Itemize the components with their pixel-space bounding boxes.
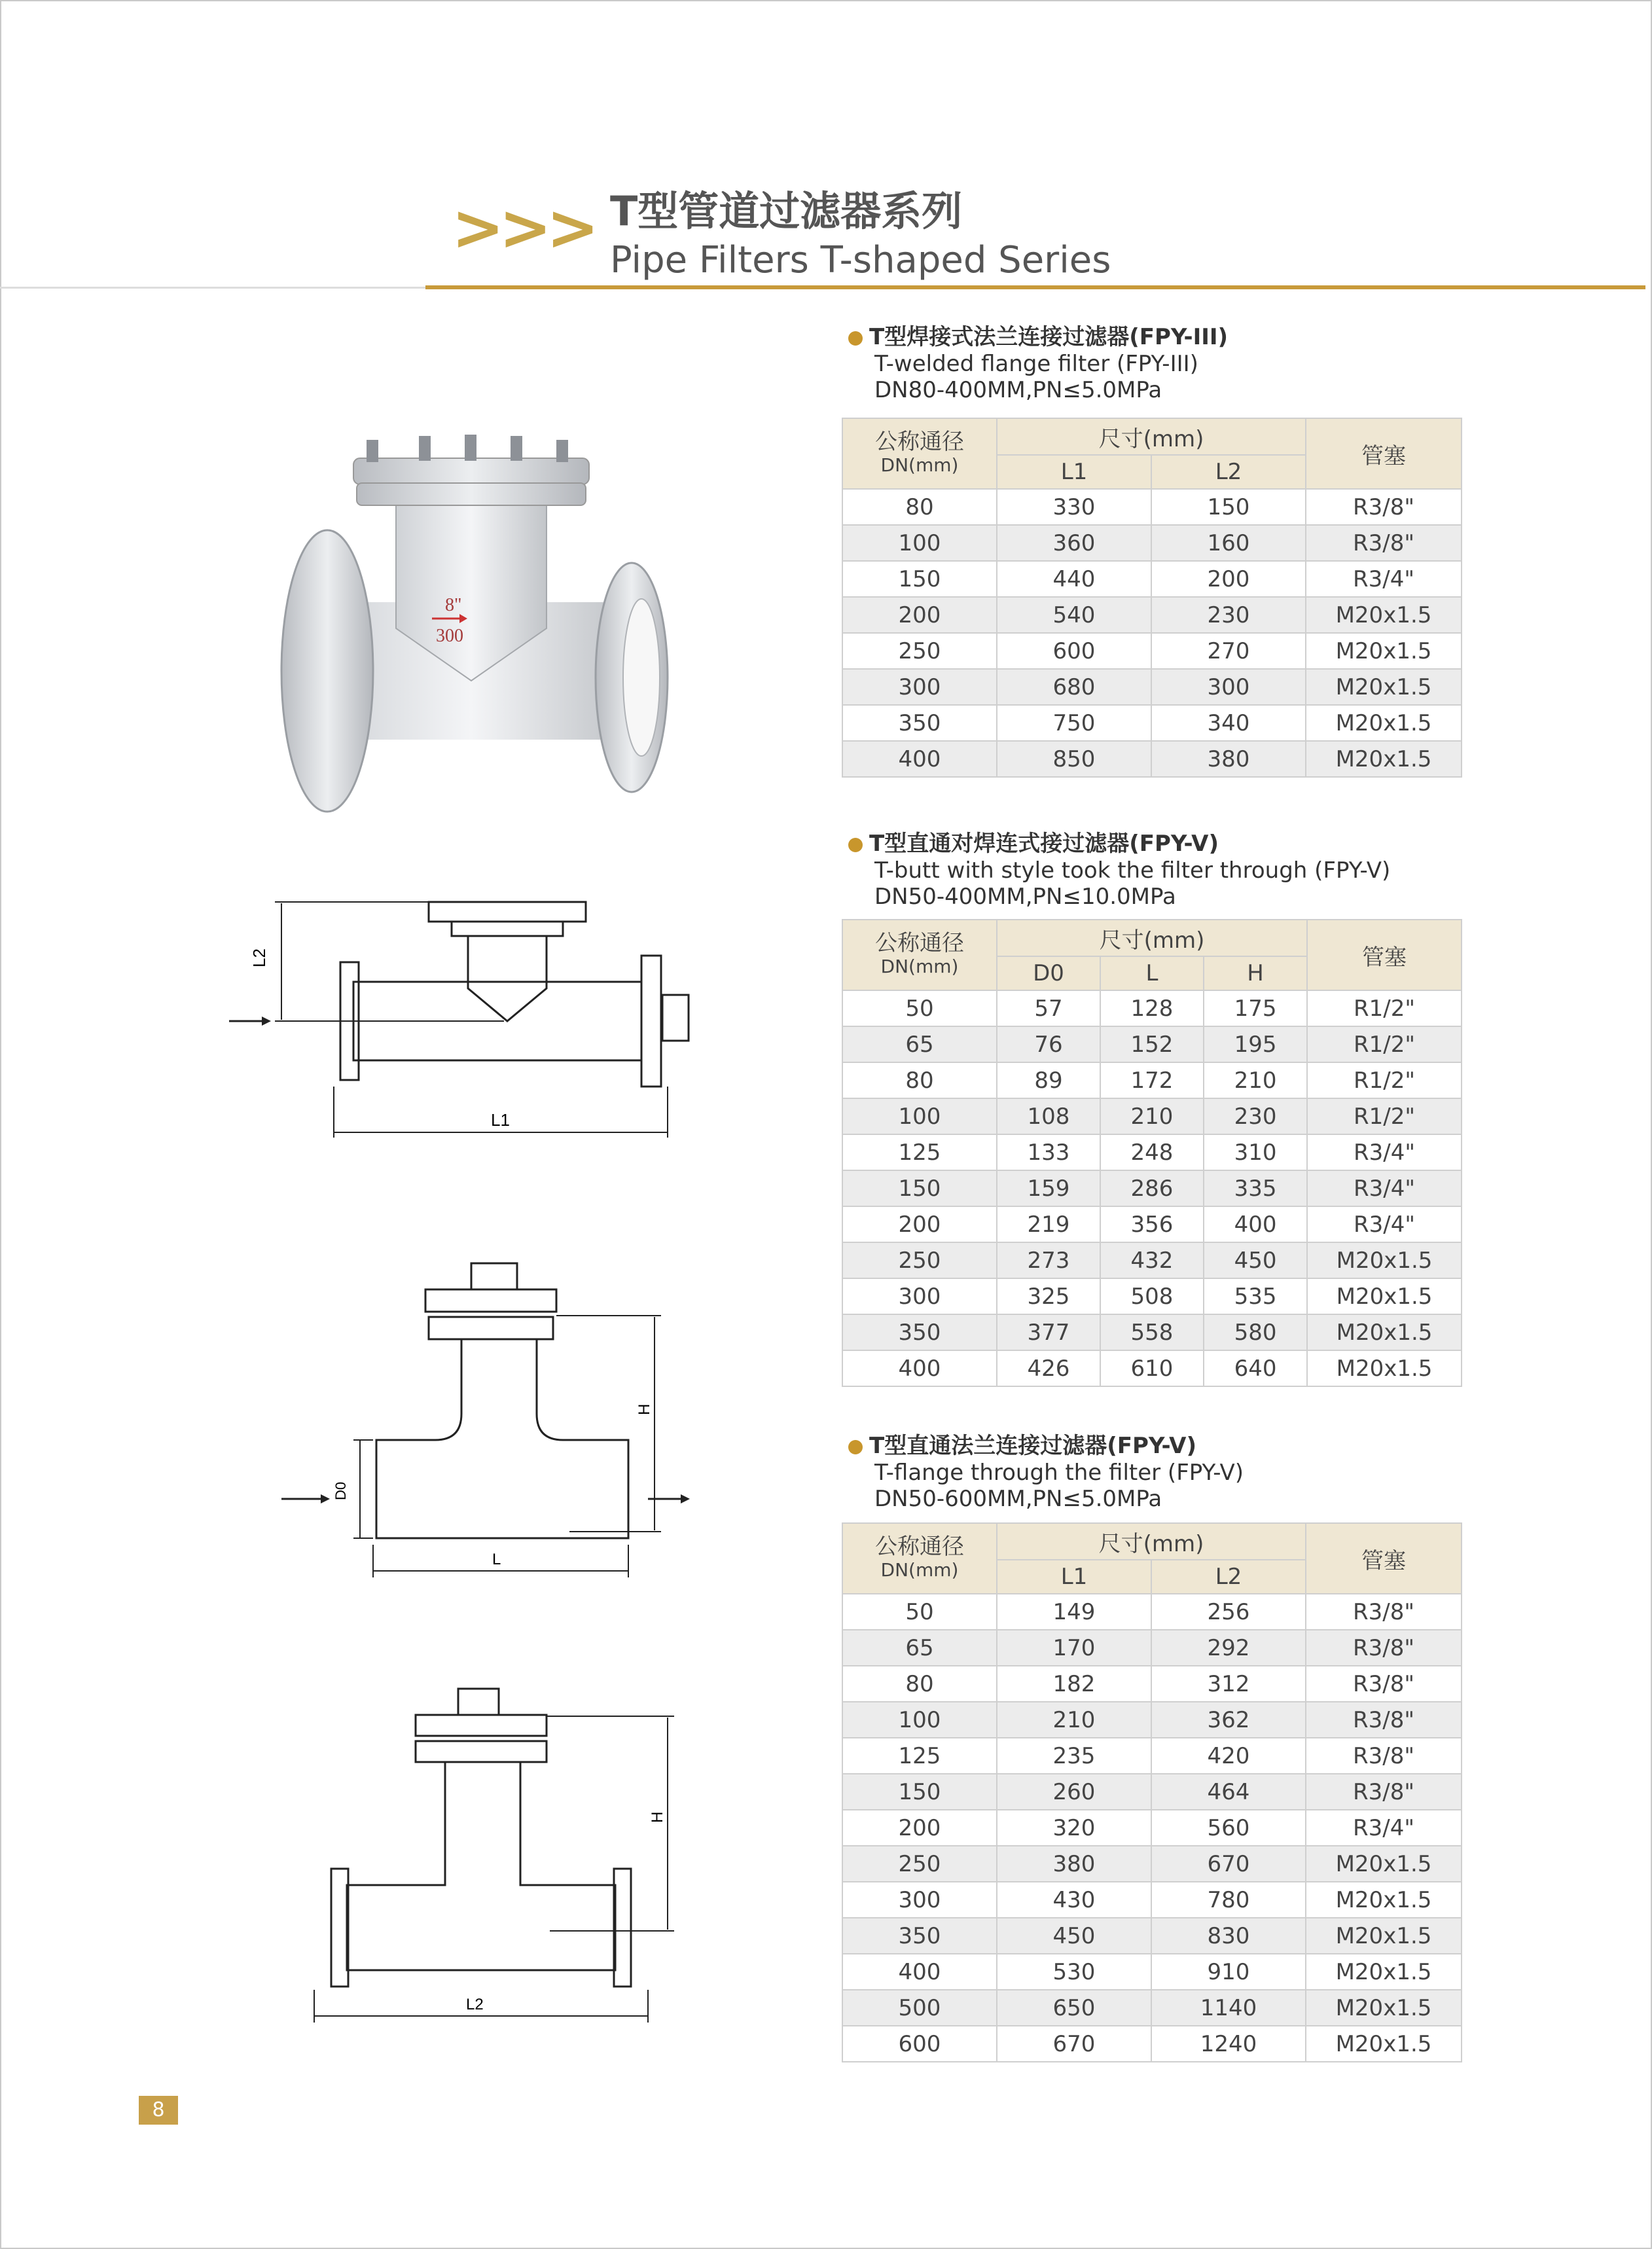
table-row	[842, 1242, 1462, 1278]
table-cell: 680	[997, 669, 1151, 705]
table-cell: 125	[842, 1134, 997, 1170]
table-cell: 149	[997, 1594, 1151, 1630]
col-header-l2: L2	[1151, 1560, 1306, 1594]
drawing-butt-weld	[262, 1244, 720, 1597]
table-row	[842, 1062, 1462, 1098]
section2-title-en: T-butt with style took the filter through (FPY-V)	[874, 857, 1391, 884]
col-header-dn: 公称通径 DN(mm)	[842, 1523, 997, 1594]
table-cell: 1240	[1151, 2026, 1306, 2062]
table-cell: 464	[1151, 1774, 1306, 1810]
table-row	[842, 2026, 1462, 2062]
d2-label-l: L	[492, 1551, 501, 1568]
table-cell: R3/8"	[1306, 1774, 1462, 1810]
col-header-l1: L1	[997, 455, 1151, 489]
table-row	[842, 1918, 1462, 1954]
bullet-dot-icon	[848, 838, 863, 852]
table-cell: 100	[842, 1702, 997, 1738]
table-cell: 530	[997, 1954, 1151, 1990]
section3-title-cn: T型直通法兰连接过滤器(FPY-V)	[848, 1432, 1647, 1460]
table-cell: 558	[1100, 1314, 1204, 1350]
right-bore	[623, 599, 660, 756]
d2-cover-flange	[429, 1317, 553, 1339]
table-cell: 89	[997, 1062, 1100, 1098]
page-number: 8	[139, 2096, 178, 2125]
table-cell: 850	[997, 741, 1151, 777]
drawing-fpy-iii	[216, 890, 740, 1145]
table-cell: 286	[1100, 1170, 1204, 1206]
col-header-plug: 管塞	[1306, 1523, 1462, 1594]
table-cell: R1/2"	[1307, 1098, 1462, 1134]
table-cell: M20x1.5	[1306, 1846, 1462, 1882]
section3-title-en: T-flange through the filter (FPY-V)	[874, 1460, 1244, 1486]
table-cell: 300	[842, 669, 997, 705]
d3-dim-h	[547, 1716, 674, 1931]
table-cell: 210	[1204, 1062, 1307, 1098]
header-divider-gray	[0, 287, 425, 289]
d3-tee-body	[347, 1762, 615, 1970]
d1-label-l1: L1	[491, 1110, 510, 1130]
table-row	[842, 741, 1462, 777]
table-cell: M20x1.5	[1306, 1882, 1462, 1918]
table-cell: 172	[1100, 1062, 1204, 1098]
table-cell: M20x1.5	[1306, 1918, 1462, 1954]
table-cell: 450	[997, 1918, 1151, 1954]
table-cell: 210	[997, 1702, 1151, 1738]
table-cell: 80	[842, 1666, 997, 1702]
col-header-dn: 公称通径 DN(mm)	[842, 418, 997, 489]
table-cell: 750	[997, 705, 1151, 741]
section2-table	[842, 919, 1462, 1387]
table-row	[842, 1666, 1462, 1702]
table-cell: 670	[997, 2026, 1151, 2062]
table-row	[842, 1882, 1462, 1918]
table-cell: 182	[997, 1666, 1151, 1702]
table-cell: M20x1.5	[1306, 633, 1462, 669]
table-cell: M20x1.5	[1306, 1954, 1462, 1990]
header-divider-gold	[425, 285, 1645, 289]
table-cell: R3/8"	[1306, 1702, 1462, 1738]
table-cell: 108	[997, 1098, 1100, 1134]
table-cell: M20x1.5	[1307, 1350, 1462, 1386]
table-cell: 910	[1151, 1954, 1306, 1990]
table-cell: 57	[997, 990, 1100, 1026]
section2-title-cn: T型直通对焊连式接过滤器(FPY-V)	[848, 830, 1647, 857]
table-cell: 270	[1151, 633, 1306, 669]
table-cell: 508	[1100, 1278, 1204, 1314]
d2-bolt-head	[471, 1263, 517, 1289]
table-row	[842, 1098, 1462, 1134]
table-row	[842, 597, 1462, 633]
table-row	[842, 1350, 1462, 1386]
table-cell: 200	[842, 1206, 997, 1242]
table-cell: 65	[842, 1630, 997, 1666]
d2-dim-h	[556, 1316, 661, 1532]
d3-cover-flange	[416, 1741, 547, 1762]
table-cell: 560	[1151, 1810, 1306, 1846]
table-cell: 76	[997, 1026, 1100, 1062]
table-row	[842, 1954, 1462, 1990]
table-cell: 128	[1100, 990, 1204, 1026]
table-cell: 150	[842, 1170, 997, 1206]
table-cell: 400	[842, 1350, 997, 1386]
col-header-plug: 管塞	[1307, 920, 1462, 990]
table-cell: R3/8"	[1306, 489, 1462, 525]
d1-plug	[662, 995, 689, 1041]
table-cell: 200	[1151, 561, 1306, 597]
table-cell: 300	[842, 1882, 997, 1918]
table-cell: 780	[1151, 1882, 1306, 1918]
table-cell: 340	[1151, 705, 1306, 741]
col-header-l2: L2	[1151, 455, 1306, 489]
d2-arrowhead-out-icon	[681, 1494, 690, 1503]
table-cell: 670	[1151, 1846, 1306, 1882]
table-cell: R3/4"	[1306, 561, 1462, 597]
section3-header	[848, 1432, 1647, 1512]
d1-cover	[429, 902, 586, 922]
table-cell: R1/2"	[1307, 1026, 1462, 1062]
table-cell: 100	[842, 525, 997, 561]
cover-flange-bottom	[357, 483, 586, 505]
table-row	[842, 525, 1462, 561]
table-row	[842, 1702, 1462, 1738]
table-row	[842, 1594, 1462, 1630]
table-cell: 159	[997, 1170, 1100, 1206]
table-cell: 230	[1151, 597, 1306, 633]
table-cell: 325	[997, 1278, 1100, 1314]
table-cell: 500	[842, 1990, 997, 2026]
table-cell: 535	[1204, 1278, 1307, 1314]
table-cell: 432	[1100, 1242, 1204, 1278]
table-cell: 362	[1151, 1702, 1306, 1738]
d3-right-flange	[614, 1869, 631, 1987]
table-cell: 350	[842, 1314, 997, 1350]
section1-table	[842, 418, 1462, 778]
table-cell: 450	[1204, 1242, 1307, 1278]
col-header-dn: 公称通径 DN(mm)	[842, 920, 997, 990]
table-cell: 360	[997, 525, 1151, 561]
table-row	[842, 1774, 1462, 1810]
table-cell: 152	[1100, 1026, 1204, 1062]
table-row	[842, 633, 1462, 669]
table-cell: 400	[842, 741, 997, 777]
table-cell: 248	[1100, 1134, 1204, 1170]
table-row	[842, 705, 1462, 741]
table-cell: R1/2"	[1307, 990, 1462, 1026]
table-cell: 350	[842, 1918, 997, 1954]
d2-label-d0: D0	[332, 1481, 349, 1500]
table-cell: 300	[1151, 669, 1306, 705]
d1-cover-flange	[452, 922, 563, 936]
bullet-dot-icon	[848, 1440, 863, 1454]
table-row	[842, 1990, 1462, 2026]
table-cell: 170	[997, 1630, 1151, 1666]
section1-spec: DN80-400MM,PN≤5.0MPa	[874, 377, 1162, 403]
table-row	[842, 1278, 1462, 1314]
table-cell: R3/8"	[1306, 1738, 1462, 1774]
d1-right-flange	[641, 956, 661, 1087]
table-row	[842, 561, 1462, 597]
table-cell: 292	[1151, 1630, 1306, 1666]
d3-bolt-head	[458, 1689, 499, 1715]
table-cell: 210	[1100, 1098, 1204, 1134]
table-cell: 250	[842, 633, 997, 669]
bullet-dot-icon	[848, 331, 863, 346]
page-title-cn: T型管道过滤器系列	[610, 187, 963, 235]
col-header-h: H	[1204, 956, 1307, 990]
col-header-dims: 尺寸(mm)	[997, 418, 1306, 455]
table-cell: M20x1.5	[1306, 705, 1462, 741]
section1-table-body	[842, 489, 1462, 777]
table-cell: R3/8"	[1306, 1630, 1462, 1666]
page-title-en: Pipe Filters T-shaped Series	[610, 239, 1111, 281]
table-cell: 400	[842, 1954, 997, 1990]
table-cell: 540	[997, 597, 1151, 633]
left-flange	[281, 530, 373, 812]
table-cell: 600	[842, 2026, 997, 2062]
table-cell: R3/4"	[1306, 1810, 1462, 1846]
section2-spec: DN50-400MM,PN≤10.0MPa	[874, 884, 1176, 910]
table-cell: 600	[997, 633, 1151, 669]
table-cell: 1140	[1151, 1990, 1306, 2026]
table-cell: 440	[997, 561, 1151, 597]
col-header-l: L	[1100, 956, 1204, 990]
table-cell: R3/8"	[1306, 525, 1462, 561]
table-cell: M20x1.5	[1307, 1314, 1462, 1350]
section2-header	[848, 830, 1647, 910]
table-cell: 430	[997, 1882, 1151, 1918]
table-cell: 200	[842, 1810, 997, 1846]
table-cell: 150	[1151, 489, 1306, 525]
table-cell: 250	[842, 1242, 997, 1278]
table-cell: 250	[842, 1846, 997, 1882]
table-cell: 50	[842, 990, 997, 1026]
col-header-dims: 尺寸(mm)	[997, 920, 1307, 956]
section1-title-en: T-welded flange filter (FPY-III)	[874, 351, 1198, 377]
table-cell: R3/8"	[1306, 1594, 1462, 1630]
d2-dim-d0	[353, 1440, 373, 1538]
table-cell: R3/4"	[1307, 1206, 1462, 1242]
d1-label-l2: L2	[249, 948, 269, 967]
table-cell: M20x1.5	[1306, 669, 1462, 705]
table-row	[842, 489, 1462, 525]
section3-spec: DN50-600MM,PN≤5.0MPa	[874, 1486, 1162, 1512]
table-row	[842, 1314, 1462, 1350]
table-row	[842, 669, 1462, 705]
nameplate-pressure: 300	[436, 626, 463, 646]
table-cell: 100	[842, 1098, 997, 1134]
table-cell: 610	[1100, 1350, 1204, 1386]
table-cell: 235	[997, 1738, 1151, 1774]
section3-table-body	[842, 1594, 1462, 2062]
d2-arrowhead-in-icon	[321, 1494, 330, 1503]
table-cell: 320	[997, 1810, 1151, 1846]
table-row	[842, 1810, 1462, 1846]
d3-left-flange	[331, 1869, 348, 1987]
d3-label-h: H	[649, 1811, 666, 1823]
col-header-plug: 管塞	[1306, 418, 1462, 489]
table-row	[842, 1630, 1462, 1666]
table-cell: 273	[997, 1242, 1100, 1278]
table-cell: 65	[842, 1026, 997, 1062]
table-row	[842, 1206, 1462, 1242]
section1-header	[848, 323, 1647, 403]
d3-cover	[416, 1715, 547, 1736]
table-row	[842, 1846, 1462, 1882]
table-cell: 50	[842, 1594, 997, 1630]
table-row	[842, 1026, 1462, 1062]
col-header-dims: 尺寸(mm)	[997, 1523, 1306, 1560]
table-cell: 219	[997, 1206, 1100, 1242]
table-row	[842, 1738, 1462, 1774]
table-row	[842, 1170, 1462, 1206]
cover-flange-top	[353, 458, 589, 484]
table-cell: 350	[842, 705, 997, 741]
d1-flow-arrowhead-icon	[262, 1017, 271, 1026]
table-cell: M20x1.5	[1306, 597, 1462, 633]
table-cell: 580	[1204, 1314, 1307, 1350]
nameplate-size: 8"	[445, 595, 462, 615]
table-cell: 830	[1151, 1918, 1306, 1954]
table-cell: 256	[1151, 1594, 1306, 1630]
table-cell: R3/4"	[1307, 1134, 1462, 1170]
product-photo-t-filter	[249, 412, 681, 838]
table-cell: 230	[1204, 1098, 1307, 1134]
table-cell: 150	[842, 561, 997, 597]
table-cell: M20x1.5	[1306, 2026, 1462, 2062]
table-cell: R3/8"	[1306, 1666, 1462, 1702]
table-cell: 80	[842, 489, 997, 525]
table-cell: 175	[1204, 990, 1307, 1026]
table-cell: R3/4"	[1307, 1170, 1462, 1206]
table-cell: 330	[997, 489, 1151, 525]
table-cell: 160	[1151, 525, 1306, 561]
d2-tee-body	[376, 1339, 628, 1538]
table-cell: 356	[1100, 1206, 1204, 1242]
table-cell: M20x1.5	[1306, 1990, 1462, 2026]
section3-table	[842, 1522, 1462, 2062]
table-cell: M20x1.5	[1306, 741, 1462, 777]
d1-body	[468, 936, 547, 1021]
table-row	[842, 990, 1462, 1026]
table-cell: R1/2"	[1307, 1062, 1462, 1098]
table-cell: 260	[997, 1774, 1151, 1810]
col-header-l1: L1	[997, 1560, 1151, 1594]
table-cell: 195	[1204, 1026, 1307, 1062]
table-cell: 380	[1151, 741, 1306, 777]
header-chevrons: >>>	[452, 191, 594, 264]
table-cell: 400	[1204, 1206, 1307, 1242]
table-cell: 200	[842, 597, 997, 633]
table-cell: 426	[997, 1350, 1100, 1386]
table-cell: 335	[1204, 1170, 1307, 1206]
table-cell: 380	[997, 1846, 1151, 1882]
table-row	[842, 1134, 1462, 1170]
table-cell: 377	[997, 1314, 1100, 1350]
section2-table-body	[842, 990, 1462, 1386]
table-cell: M20x1.5	[1307, 1278, 1462, 1314]
table-cell: 80	[842, 1062, 997, 1098]
table-cell: 310	[1204, 1134, 1307, 1170]
table-cell: 300	[842, 1278, 997, 1314]
d2-cover	[425, 1289, 556, 1312]
table-cell: 125	[842, 1738, 997, 1774]
table-cell: 640	[1204, 1350, 1307, 1386]
table-cell: 312	[1151, 1666, 1306, 1702]
d3-label-l2: L2	[466, 1996, 484, 2013]
col-header-d0: D0	[997, 956, 1100, 990]
table-cell: 650	[997, 1990, 1151, 2026]
drawing-flange-through	[275, 1676, 707, 2042]
table-cell: M20x1.5	[1307, 1242, 1462, 1278]
d2-label-h: H	[636, 1403, 653, 1415]
section1-title-cn: T型焊接式法兰连接过滤器(FPY-III)	[848, 323, 1647, 351]
table-cell: 150	[842, 1774, 997, 1810]
table-cell: 133	[997, 1134, 1100, 1170]
table-cell: 420	[1151, 1738, 1306, 1774]
